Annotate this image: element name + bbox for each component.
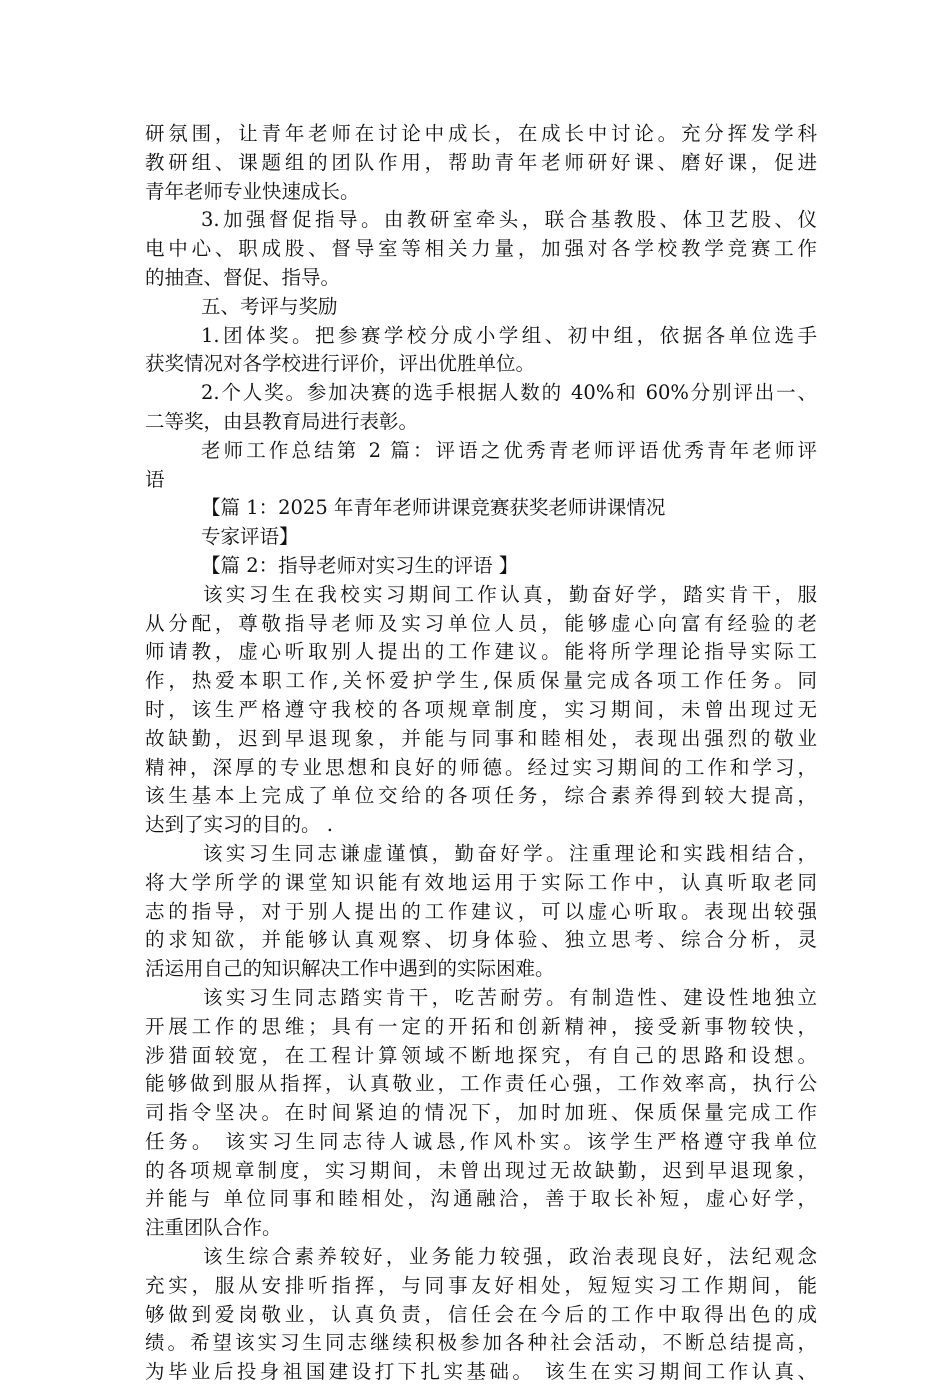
document-body bbox=[145, 120, 817, 1387]
text-line: 该实习生同志踏实肯干，吃苦耐劳。有制造性、建设性地独立 bbox=[203, 985, 817, 1009]
text-line: 开展工作的思维；具有一定的开拓和创新精神，接受新事物较快， bbox=[145, 1014, 817, 1038]
text-line: 该生基本上完成了单位交给的各项任务，综合素养得到较大提高， bbox=[145, 784, 817, 808]
text-line: 的求知欲，并能够认真观察、切身体验、独立思考、综合分析，灵 bbox=[145, 928, 817, 952]
text-line: 能够做到服从指挥，认真敬业，工作责任心强，工作效率高，执行公 bbox=[145, 1072, 817, 1096]
text-line: 从分配，尊敬指导老师及实习单位人员，能够虚心向富有经验的老 bbox=[145, 611, 817, 635]
text-line: 司指令坚决。在时间紧迫的情况下，加时加班、保质保量完成工作 bbox=[145, 1101, 817, 1125]
text-line: 3.加强督促指导。由教研室牵头，联合基教股、体卫艺股、仪 bbox=[201, 208, 817, 232]
text-line: 该实习生同志谦虚谨慎，勤奋好学。注重理论和实践相结合， bbox=[203, 841, 817, 865]
text-line: 语 bbox=[145, 467, 165, 491]
text-line: 【篇 2：指导老师对实习生的评语 】 bbox=[201, 553, 519, 577]
text-line: 研氛围，让青年老师在讨论中成长，在成长中讨论。充分挥发学科 bbox=[145, 122, 817, 145]
text-line: 【篇 1：2025 年青年老师讲课竞赛获奖老师讲课情况 bbox=[201, 496, 666, 520]
text-line: 青年老师专业快速成长。 bbox=[145, 179, 360, 203]
text-line: 志的指导，对于别人提出的工作建议，可以虚心听取。表现出较强 bbox=[145, 899, 817, 923]
text-line: 获奖情况对各学校进行评价，评出优胜单位。 bbox=[145, 352, 536, 376]
text-line: 活运用自己的知识解决工作中遇到的实际困难。 bbox=[145, 957, 555, 981]
text-line: 绩。希望该实习生同志继续积极参加各种社会活动，不断总结提高， bbox=[145, 1331, 817, 1355]
text-line: 任务。 该实习生同志待人诚恳,作风朴实。该学生严格遵守我单位 bbox=[145, 1129, 817, 1153]
section-heading: 五、考评与奖励 bbox=[201, 294, 338, 318]
text-line: 精神，深厚的专业思想和良好的师德。经过实习期间的工作和学习， bbox=[145, 755, 817, 779]
text-line: 教研组、课题组的团队作用，帮助青年老师研好课、磨好课，促进 bbox=[145, 150, 817, 174]
text-line: 电中心、职成股、督导室等相关力量，加强对各学校教学竞赛工作 bbox=[145, 237, 817, 261]
text-line: 故缺勤，迟到早退现象，并能与同事和睦相处，表现出强烈的敬业 bbox=[145, 726, 817, 750]
text-line: 专家评语】 bbox=[201, 525, 299, 549]
text-line: 作，热爱本职工作,关怀爱护学生,保质保量完成各项工作任务。同 bbox=[145, 669, 817, 693]
text-line: 的各项规章制度，实习期间，未曾出现过无故缺勤，迟到早退现象， bbox=[145, 1158, 817, 1182]
text-line: 1.团体奖。把参赛学校分成小学组、初中组，依据各单位选手 bbox=[201, 323, 817, 347]
text-line: 涉猎面较宽，在工程计算领域不断地探究，有自己的思路和设想。 bbox=[145, 1043, 817, 1067]
text-line: 时，该生严格遵守我校的各项规章制度，实习期间，未曾出现过无 bbox=[145, 697, 817, 721]
text-line: 达到了实习的目的。 . bbox=[145, 813, 333, 837]
text-line: 该生综合素养较好，业务能力较强，政治表现良好，法纪观念 bbox=[203, 1245, 817, 1269]
text-line: 师请教，虚心听取别人提出的工作建议。能将所学理论指导实际工 bbox=[145, 640, 817, 664]
text-line: 充实，服从安排听指挥，与同事友好相处，短短实习工作期间，能 bbox=[145, 1273, 817, 1297]
text-line: 二等奖，由县教育局进行表彰。 bbox=[145, 409, 419, 433]
text-line: 注重团队合作。 bbox=[145, 1216, 282, 1240]
text-line: 2.个人奖。参加决赛的选手根据人数的 40%和 60%分别评出一、 bbox=[201, 381, 817, 405]
text-line: 该实习生在我校实习期间工作认真，勤奋好学，踏实肯干，服 bbox=[203, 582, 817, 606]
text-line: 老师工作总结第 2 篇：评语之优秀青老师评语优秀青年老师评 bbox=[201, 438, 817, 462]
text-line: 的抽查、督促、指导。 bbox=[145, 265, 341, 289]
text-line: 将大学所学的课堂知识能有效地运用于实际工作中，认真听取老同 bbox=[145, 870, 817, 894]
text-line: 够做到爱岗敬业，认真负责，信任会在今后的工作中取得出色的成 bbox=[145, 1302, 817, 1326]
text-line: 为毕业后投身祖国建设打下扎实基础。 该生在实习期间工作认真、 bbox=[145, 1360, 817, 1384]
text-line: 并能与 单位同事和睦相处，沟通融洽，善于取长补短，虚心好学， bbox=[145, 1187, 817, 1211]
